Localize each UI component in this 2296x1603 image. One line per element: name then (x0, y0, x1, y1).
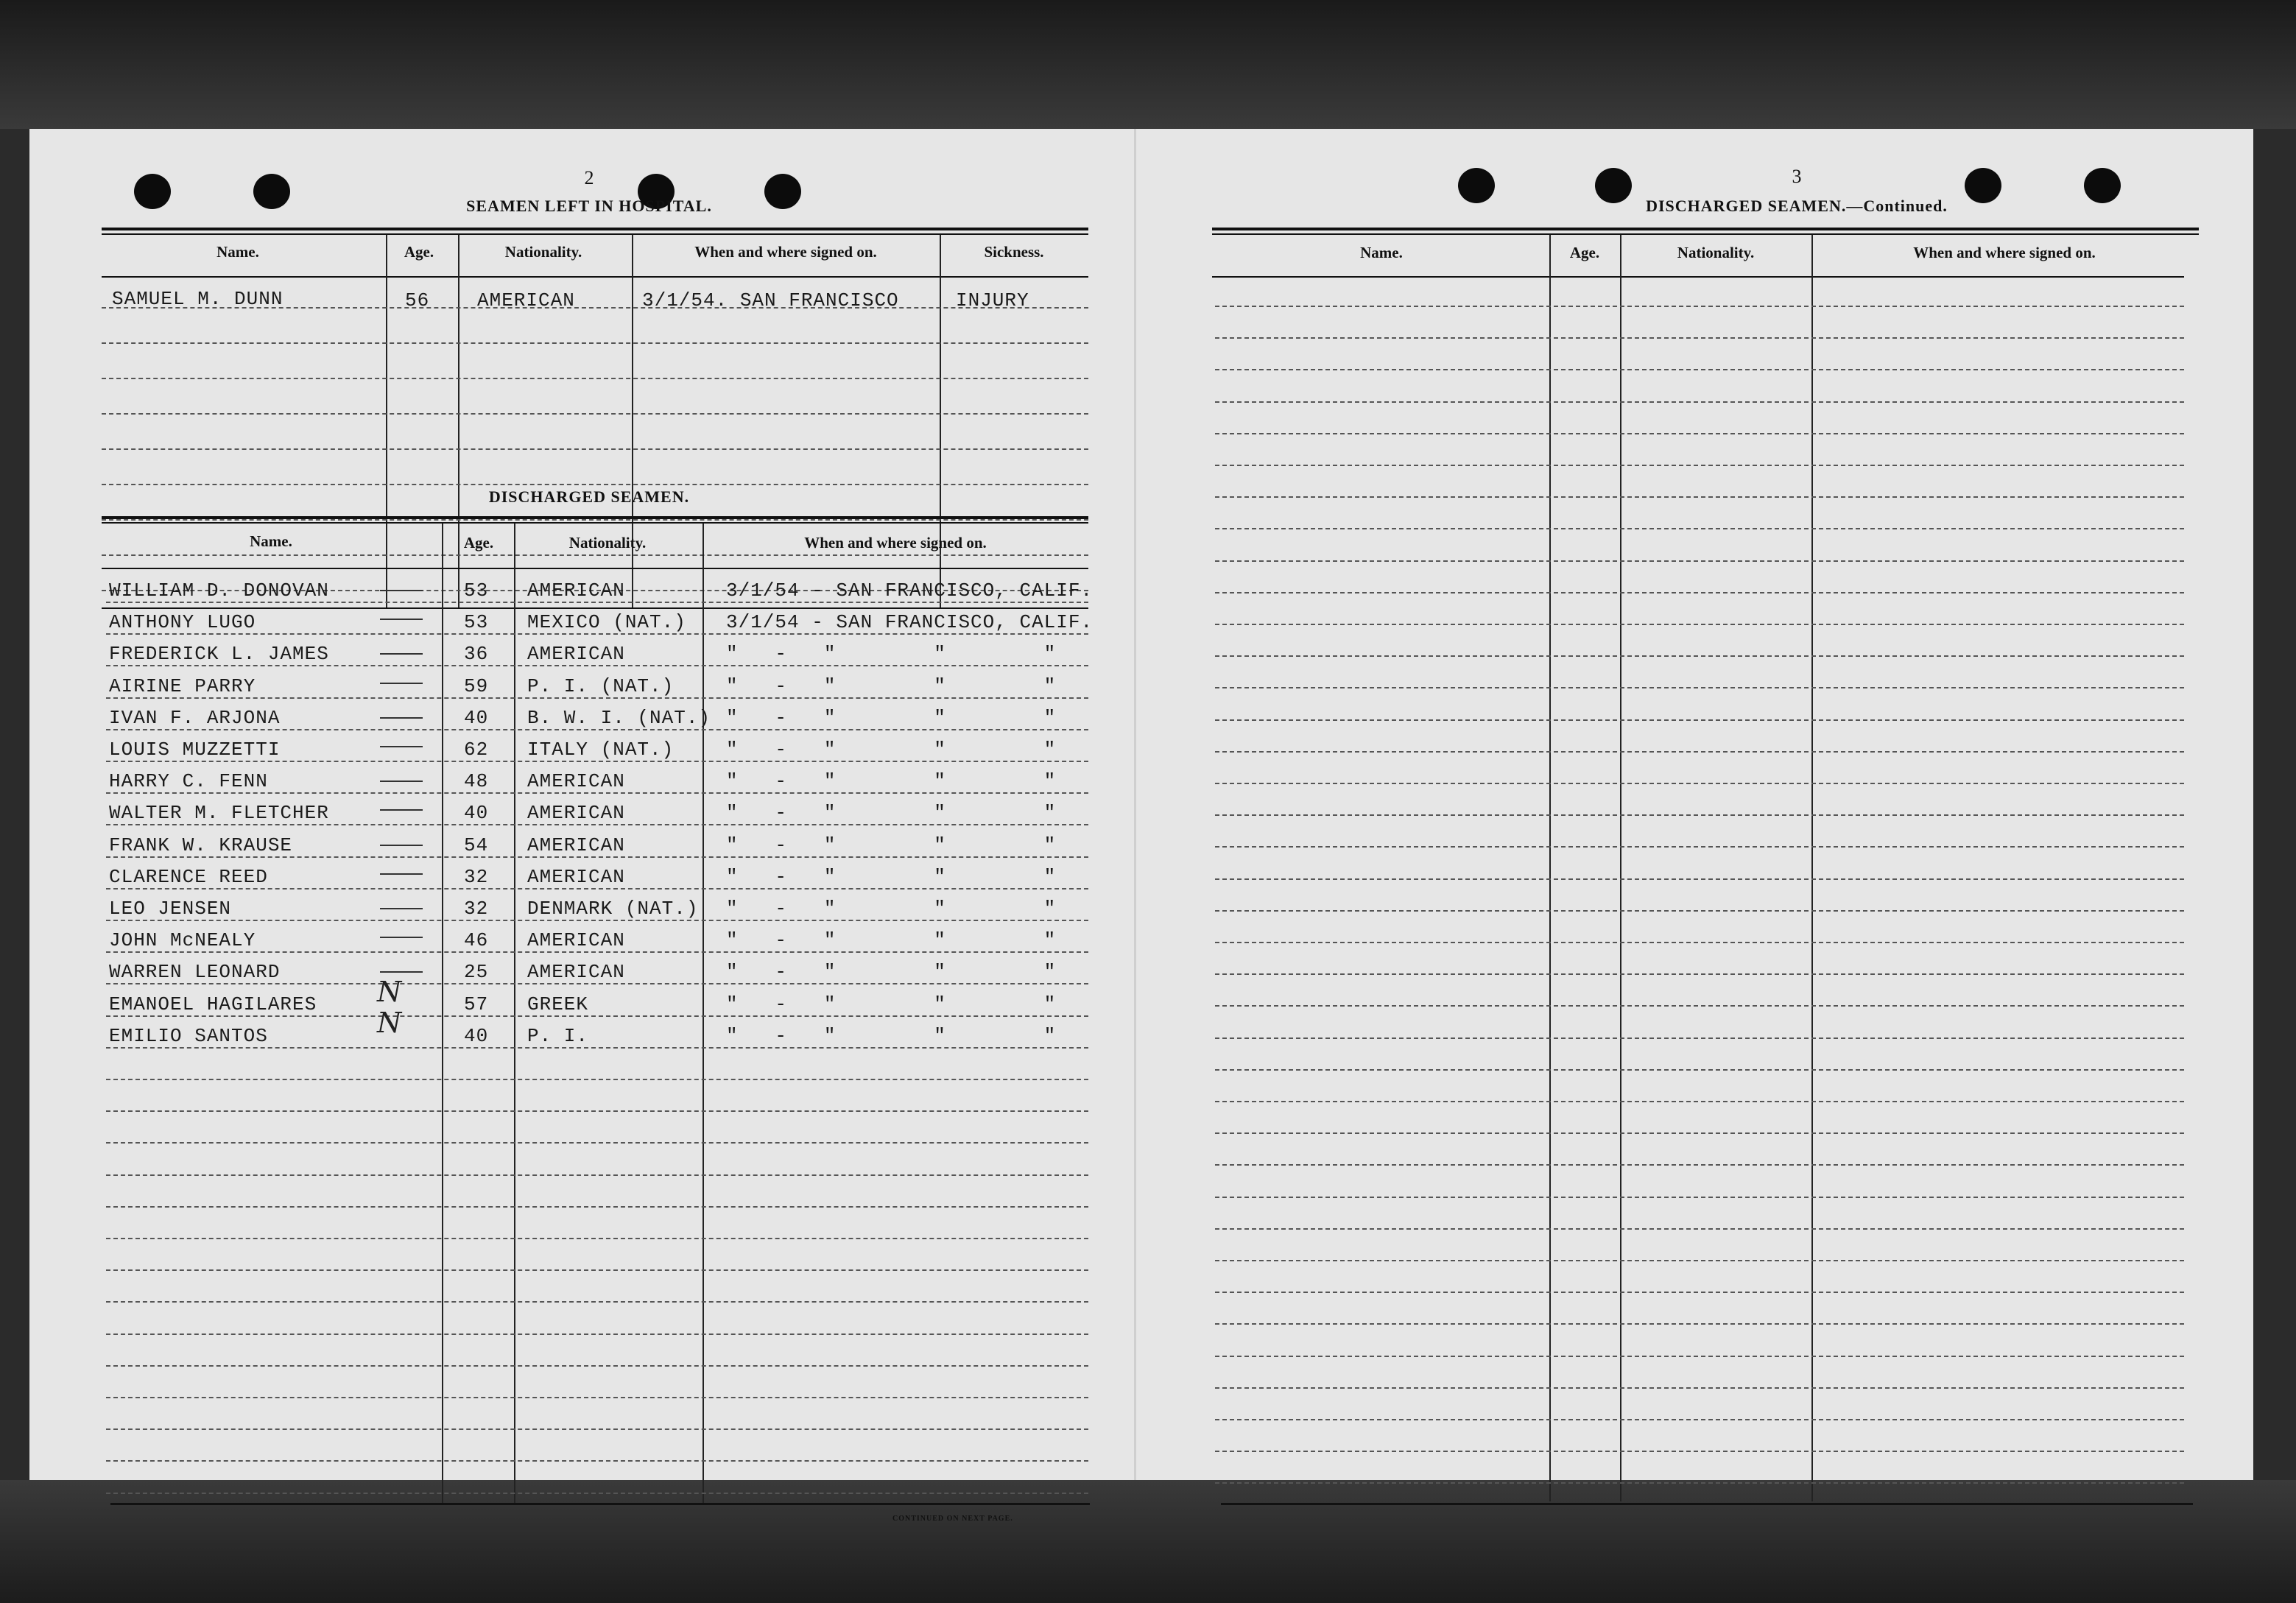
row-line (106, 824, 1088, 825)
hospital-age-cell: 56 (405, 289, 430, 311)
row-line (1215, 433, 2184, 434)
signed-on-cell: " - " " " (726, 898, 1057, 920)
column-divider (632, 235, 633, 609)
name-cell: FRANK W. KRAUSE (109, 834, 293, 856)
row-line (102, 413, 1088, 415)
age-cell: 36 (464, 643, 489, 665)
nationality-cell: ITALY (NAT.) (527, 739, 675, 761)
table-top-rule (102, 522, 1088, 524)
age-cell: 62 (464, 739, 489, 761)
row-line (106, 602, 1088, 603)
row-line (106, 951, 1088, 953)
age-cell: 46 (464, 929, 489, 951)
handwritten-mark: N (377, 976, 402, 1008)
signed-on-cell: " - " " " (726, 802, 1057, 824)
row-line (1215, 624, 2184, 625)
name-cell: LOUIS MUZZETTI (109, 739, 281, 761)
nationality-cell: DENMARK (NAT.) (527, 898, 699, 920)
signed-on-cell: " - " " " (726, 1025, 1057, 1047)
hospital-nationality-cell: AMERICAN (477, 289, 575, 311)
row-line (1215, 1037, 2184, 1039)
handwritten-mark: N (377, 1007, 402, 1039)
row-line (1215, 1451, 2184, 1452)
table-top-rule (1212, 233, 2199, 235)
check-mark (380, 590, 423, 591)
row-line (106, 761, 1088, 762)
column-divider (1549, 235, 1551, 1501)
row-line (1215, 1101, 2184, 1102)
signed-on-cell: " - " " " (726, 770, 1057, 792)
name-cell: CLARENCE REED (109, 866, 268, 888)
check-mark (380, 971, 423, 973)
row-line (1215, 592, 2184, 593)
column-header-nationality: Nationality. (1677, 244, 1755, 261)
row-line (1215, 1419, 2184, 1420)
signed-on-cell: " - " " " (726, 866, 1057, 888)
column-header-signed-on: When and where signed on. (1913, 244, 2096, 261)
row-line (106, 920, 1088, 921)
signed-on-cell: " - " " " (726, 675, 1057, 697)
nationality-cell: B. W. I. (NAT.) (527, 707, 711, 729)
discharged-section-title: DISCHARGED SEAMEN. (488, 487, 690, 506)
row-line (106, 1238, 1088, 1239)
row-line (1215, 1069, 2184, 1071)
nationality-cell: MEXICO (NAT.) (527, 611, 686, 633)
row-line (1215, 719, 2184, 721)
row-line (106, 1301, 1088, 1303)
continued-note: CONTINUED ON NEXT PAGE. (892, 1515, 1013, 1523)
header-underline (102, 568, 1088, 569)
name-cell: JOHN McNEALY (109, 929, 256, 951)
row-line (1215, 306, 2184, 307)
name-cell: LEO JENSEN (109, 898, 232, 920)
row-line (1215, 1260, 2184, 1261)
page-number: 2 (584, 167, 594, 189)
nationality-cell: AMERICAN (527, 770, 625, 792)
column-header-name: Name. (216, 243, 259, 261)
row-line (106, 1079, 1088, 1080)
header-underline (1212, 276, 2184, 278)
row-line (1215, 1228, 2184, 1230)
column-divider (702, 524, 704, 1503)
nationality-cell: AMERICAN (527, 961, 625, 983)
check-mark (380, 653, 423, 655)
name-cell: ANTHONY LUGO (109, 611, 256, 633)
row-line (106, 983, 1088, 984)
nationality-cell: P. I. (NAT.) (527, 675, 675, 697)
row-line (1215, 1164, 2184, 1166)
row-line (106, 1365, 1088, 1367)
check-mark (380, 683, 423, 684)
row-line (1215, 751, 2184, 753)
nationality-cell: AMERICAN (527, 866, 625, 888)
row-line (1215, 1197, 2184, 1198)
row-line (1215, 465, 2184, 466)
row-line (106, 1334, 1088, 1335)
column-divider (940, 235, 941, 609)
column-divider (514, 524, 515, 1503)
row-line (1215, 369, 2184, 370)
row-line (1215, 528, 2184, 529)
row-line (106, 1174, 1088, 1176)
signed-on-cell: " - " " " (726, 707, 1057, 729)
nationality-cell: AMERICAN (527, 579, 625, 602)
row-line (106, 1493, 1088, 1494)
hospital-name-cell: SAMUEL M. DUNN (112, 288, 284, 310)
age-cell: 32 (464, 898, 489, 920)
signed-on-cell: " - " " " (726, 834, 1057, 856)
signed-on-cell: " - " " " (726, 739, 1057, 761)
nationality-cell: P. I. (527, 1025, 589, 1047)
row-line (1215, 783, 2184, 784)
row-line (106, 729, 1088, 730)
row-line (1215, 878, 2184, 880)
row-line (1215, 1482, 2184, 1484)
nationality-cell: AMERICAN (527, 643, 625, 665)
name-cell: IVAN F. ARJONA (109, 707, 281, 729)
row-line (1215, 337, 2184, 339)
row-line (1215, 687, 2184, 688)
row-line (106, 888, 1088, 889)
column-divider (458, 235, 459, 609)
left-page (88, 129, 1094, 1523)
scan-background-top (0, 0, 2296, 129)
name-cell: EMANOEL HAGILARES (109, 993, 317, 1015)
row-line (1215, 846, 2184, 848)
check-mark (380, 619, 423, 620)
signed-on-cell: 3/1/54 - SAN FRANCISCO, CALIF. (726, 579, 1094, 602)
row-line (1215, 1132, 2184, 1134)
continued-section-title: DISCHARGED SEAMEN.—Continued. (1646, 197, 1948, 215)
nationality-cell: GREEK (527, 993, 589, 1015)
table-bottom-rule (1221, 1503, 2193, 1505)
hospital-section-title: SEAMEN LEFT IN HOSPITAL. (466, 197, 712, 215)
signed-on-cell: " - " " " (726, 993, 1057, 1015)
table-bottom-rule (110, 1503, 1090, 1505)
row-line (102, 519, 1088, 521)
signed-on-cell: " - " " " (726, 643, 1057, 665)
check-mark (380, 908, 423, 909)
column-header-name: Name. (250, 532, 292, 550)
row-line (1215, 401, 2184, 403)
row-line (106, 665, 1088, 666)
table-bottom-rule (102, 607, 1088, 609)
name-cell: AIRINE PARRY (109, 675, 256, 697)
row-line (102, 484, 1088, 485)
hospital-sickness-cell: INJURY (956, 289, 1029, 311)
row-line (1215, 910, 2184, 912)
nationality-cell: AMERICAN (527, 929, 625, 951)
check-mark (380, 937, 423, 938)
check-mark (380, 873, 423, 875)
signed-on-cell: " - " " " (726, 929, 1057, 951)
name-cell: FREDERICK L. JAMES (109, 643, 329, 665)
signed-on-cell: 3/1/54 - SAN FRANCISCO, CALIF. (726, 611, 1094, 633)
age-cell: 54 (464, 834, 489, 856)
row-line (106, 697, 1088, 699)
column-divider (442, 524, 443, 1503)
row-line (1215, 973, 2184, 975)
right-page (1200, 129, 2202, 1480)
table-top-rule (102, 516, 1088, 519)
row-line (1215, 655, 2184, 657)
check-mark (380, 746, 423, 747)
row-line (1215, 814, 2184, 816)
name-cell: WARREN LEONARD (109, 961, 281, 983)
column-header-signed-on: When and where signed on. (804, 534, 987, 552)
row-line (102, 342, 1088, 344)
row-line (106, 1015, 1088, 1017)
column-divider (386, 235, 387, 609)
row-line (1215, 496, 2184, 498)
column-header-nationality: Nationality. (568, 534, 647, 552)
row-line (1215, 560, 2184, 562)
age-cell: 40 (464, 802, 489, 824)
center-fold (1134, 129, 1136, 1480)
column-divider (1620, 235, 1621, 1501)
age-cell: 53 (464, 611, 489, 633)
age-cell: 40 (464, 1025, 489, 1047)
row-line (102, 378, 1088, 379)
row-line (102, 554, 1088, 556)
row-line (1215, 1292, 2184, 1293)
row-line (1215, 1387, 2184, 1389)
row-line (106, 856, 1088, 858)
check-mark (380, 809, 423, 811)
column-header-signed-on: When and where signed on. (694, 243, 877, 261)
age-cell: 25 (464, 961, 489, 983)
row-line (106, 1428, 1088, 1430)
row-line (102, 448, 1088, 450)
row-line (1215, 1323, 2184, 1325)
column-header-name: Name. (1360, 244, 1403, 261)
column-header-age: Age. (404, 243, 434, 261)
age-cell: 53 (464, 579, 489, 602)
hospital-signed-on-cell: 3/1/54. SAN FRANCISCO (642, 289, 899, 311)
row-line (106, 792, 1088, 794)
table-top-rule (102, 228, 1088, 230)
age-cell: 48 (464, 770, 489, 792)
check-mark (380, 845, 423, 846)
name-cell: HARRY C. FENN (109, 770, 268, 792)
row-line (106, 1206, 1088, 1208)
age-cell: 59 (464, 675, 489, 697)
page-number: 3 (1792, 166, 1802, 187)
nationality-cell: AMERICAN (527, 802, 625, 824)
column-header-age: Age. (463, 534, 494, 552)
row-line (1215, 1005, 2184, 1007)
row-line (106, 1110, 1088, 1112)
check-mark (380, 717, 423, 719)
row-line (106, 1142, 1088, 1144)
row-line (106, 1047, 1088, 1049)
check-mark (380, 781, 423, 782)
row-line (106, 1269, 1088, 1271)
age-cell: 32 (464, 866, 489, 888)
nationality-cell: AMERICAN (527, 834, 625, 856)
column-header-sickness: Sickness. (984, 243, 1044, 261)
row-line (106, 633, 1088, 635)
table-top-rule (1212, 228, 2199, 230)
age-cell: 57 (464, 993, 489, 1015)
row-line (106, 1460, 1088, 1462)
column-header-age: Age. (1569, 244, 1600, 261)
age-cell: 40 (464, 707, 489, 729)
column-header-nationality: Nationality. (504, 243, 582, 261)
name-cell: WILLIAM D. DONOVAN (109, 579, 329, 602)
name-cell: WALTER M. FLETCHER (109, 802, 329, 824)
scan-background-bottom (0, 1480, 2296, 1603)
row-line (1215, 942, 2184, 943)
column-divider (1811, 235, 1813, 1501)
signed-on-cell: " - " " " (726, 961, 1057, 983)
row-line (1215, 1356, 2184, 1357)
name-cell: EMILIO SANTOS (109, 1025, 268, 1047)
row-line (106, 1397, 1088, 1398)
